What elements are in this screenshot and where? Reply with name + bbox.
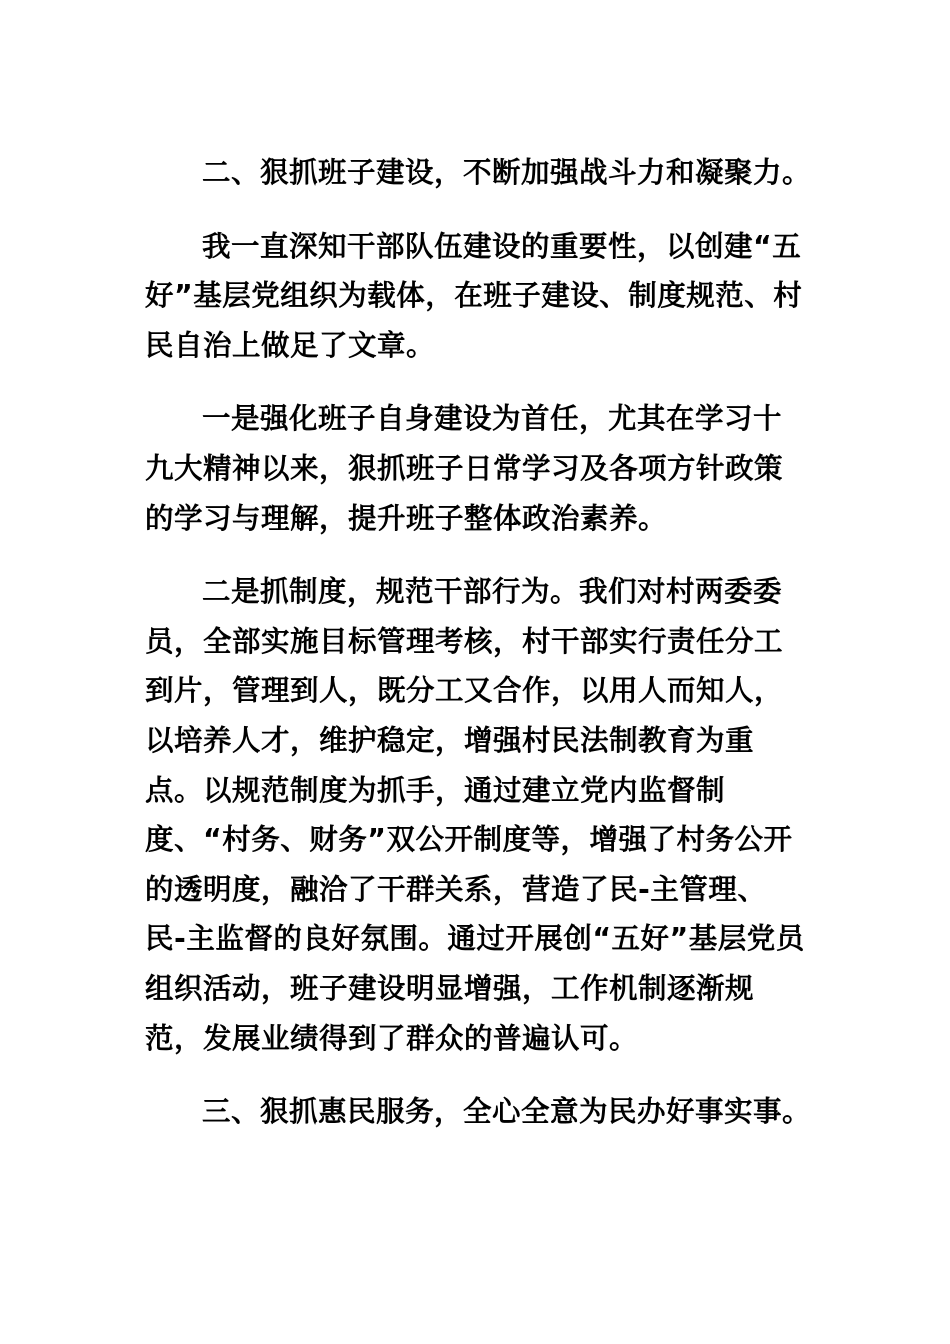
paragraph-point-two: 二是抓制度，规范干部行为。我们对村两委委员，全部实施目标管理考核，村干部实行责任分工到片，管理到人，既分工又合作，以用人而知人，以培养人才，维护稳定，增强村民法制教育为重点。以规范制度为抓手，通过建立党内监督制度、“村务、财务”双公开制度等，增强了村务公开的透明度，融洽了干群关系，营造了民-主管理、民-主监督的良好氛围。通过开展创“五好”基层党员组织活动，班子建设明显增强，工作机制逐渐规范，发展业绩得到了群众的普遍认可。 <box>145 575 805 1055</box>
paragraph-intro: 我一直深知干部队伍建设的重要性，以创建“五好”基层党组织为载体，在班子建设、制度规范、村民自治上做足了文章。 <box>145 229 803 362</box>
document-body <box>145 148 812 1137</box>
paragraph-point-one: 一是强化班子自身建设为首任，尤其在学习十九大精神以来，狠抓班子日常学习及各项方针政策的学习与理解，提升班子整体政治素养。 <box>145 402 784 535</box>
section-heading-public-service: 三、狠抓惠民服务，全心全意为民办好事实事。 <box>202 1095 812 1129</box>
section-heading-team-building: 二、狠抓班子建设，不断加强战斗力和凝聚力。 <box>202 156 812 189</box>
